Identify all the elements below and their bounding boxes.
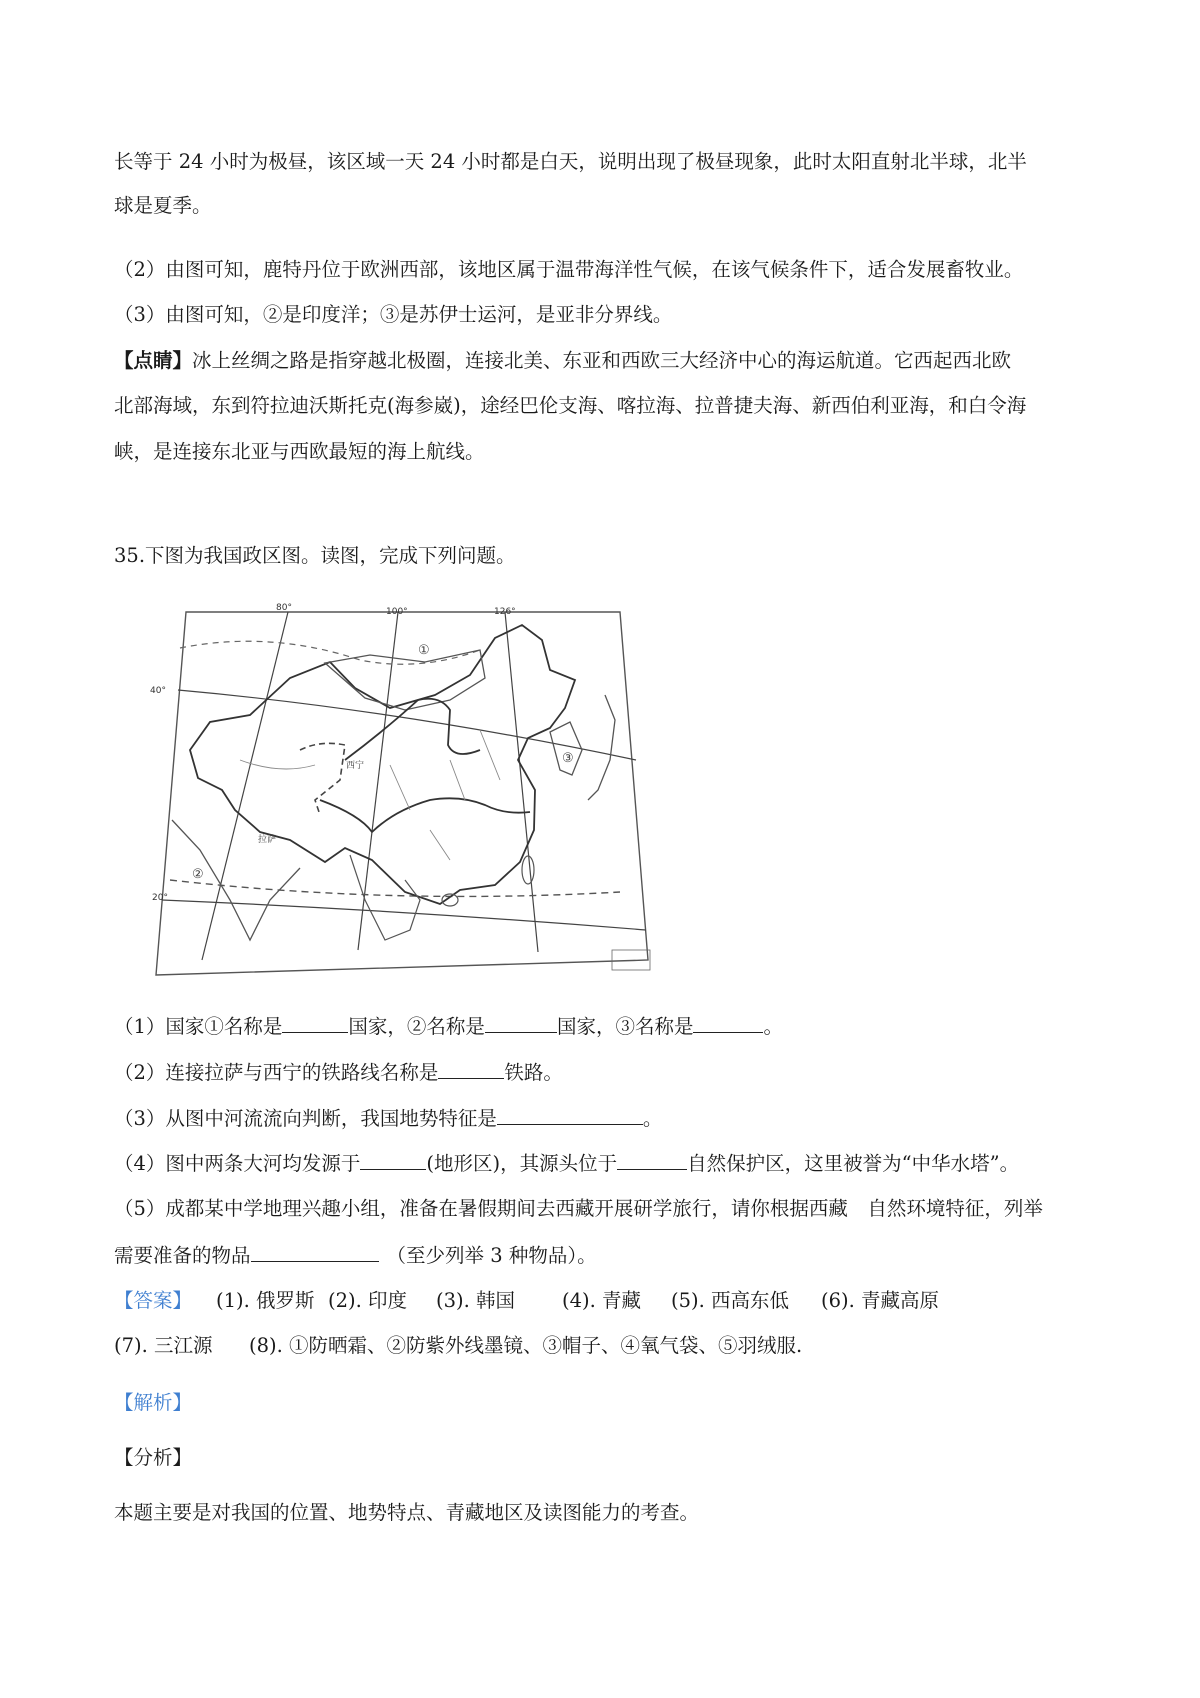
lhasa-label: 拉萨 — [258, 835, 277, 845]
analysis-tag: 【解析】 — [114, 1391, 193, 1414]
explanation-line: 长等于 24 小时为极昼，该区域一天 24 小时都是白天，说明出现了极昼现象，此时太阳直射北半球，北半 — [114, 150, 1027, 173]
subquestion-4: （4）图中两条大河均发源于 (地形区)，其源头位于 自然保护区，这里被誉为“中华水塔”。 — [114, 1149, 1019, 1178]
dianjing-line: 北部海域，东到符拉迪沃斯托克(海参崴)，途经巴伦支海、喀拉海、拉普捷夫海、新西伯利亚海，和白令海 — [114, 394, 1027, 417]
lon-label: 100° — [386, 607, 408, 617]
explanation-line: （2）由图可知，鹿特丹位于欧洲西部，该地区属于温带海洋性气候，在该气候条件下，适合发展畜牧业。 — [114, 258, 1024, 281]
subquestion-3: （3）从图中河流流向判断，我国地势特征是 。 — [114, 1104, 662, 1133]
lat-label: 20° — [152, 893, 168, 903]
answer-item: (2). 印度 — [328, 1289, 408, 1312]
subquestion-1: （1）国家①名称是 国家，②名称是 国家，③名称是 。 — [114, 1012, 783, 1041]
answer-item: (4). 青藏 — [562, 1289, 642, 1312]
lon-label: 80° — [276, 603, 292, 613]
answer-item: (6). 青藏高原 — [821, 1289, 940, 1312]
answer-line — [114, 1332, 802, 1360]
answer-blank[interactable] — [282, 1012, 348, 1033]
answer-item: (1). 俄罗斯 — [216, 1289, 315, 1312]
answer-blank[interactable] — [360, 1149, 426, 1170]
marker-1: ① — [418, 643, 430, 658]
xining-label: 西宁 — [346, 761, 365, 771]
lon-label: 126° — [494, 607, 516, 617]
answer-blank[interactable] — [617, 1149, 687, 1170]
explanation-line: 球是夏季。 — [114, 194, 212, 217]
analysis-subtag: 【分析】 — [114, 1446, 193, 1469]
answer-blank[interactable] — [497, 1104, 643, 1125]
answer-blank[interactable] — [485, 1012, 557, 1033]
answer-item: (7). 三江源 — [114, 1334, 213, 1357]
question-title: 35.下图为我国政区图。读图，完成下列问题。 — [114, 544, 516, 567]
answer-blank[interactable] — [693, 1012, 763, 1033]
china-political-map — [150, 600, 656, 980]
subquestion-2: （2）连接拉萨与西宁的铁路线名称是 铁路。 — [114, 1058, 563, 1087]
subquestion-5: （5）成都某中学地理兴趣小组，准备在暑假期间去西藏开展研学旅行，请你根据西藏 自然环境特征，列举 — [114, 1197, 1043, 1220]
analysis-text: 本题主要是对我国的位置、地势特点、青藏地区及读图能力的考查。 — [114, 1501, 700, 1524]
answer-blank[interactable] — [251, 1241, 379, 1262]
answer-tag: 【答案】 — [114, 1289, 193, 1312]
dianjing-line: 峡，是连接东北亚与西欧最短的海上航线。 — [114, 440, 485, 463]
lat-label: 40° — [150, 686, 166, 696]
dianjing-tag: 【点睛】 — [114, 349, 193, 372]
answer-item: (5). 西高东低 — [671, 1289, 790, 1312]
marker-3: ③ — [562, 751, 574, 766]
explanation-line: （3）由图可知，②是印度洋；③是苏伊士运河，是亚非分界线。 — [114, 303, 673, 326]
dianjing-text: 冰上丝绸之路是指穿越北极圈，连接北美、东亚和西欧三大经济中心的海运航道。它西起西北欧 — [192, 349, 1012, 372]
answer-item: (8). ①防晒霜、②防紫外线墨镜、③帽子、④氧气袋、⑤羽绒服. — [249, 1334, 803, 1357]
answer-blank[interactable] — [438, 1058, 504, 1079]
subquestion-5-cont: 需要准备的物品 （至少列举 3 种物品）。 — [114, 1241, 597, 1270]
marker-2: ② — [192, 867, 204, 882]
answer-item: (3). 韩国 — [436, 1289, 516, 1312]
answer-line — [114, 1287, 939, 1315]
dianjing-line — [114, 347, 1011, 375]
